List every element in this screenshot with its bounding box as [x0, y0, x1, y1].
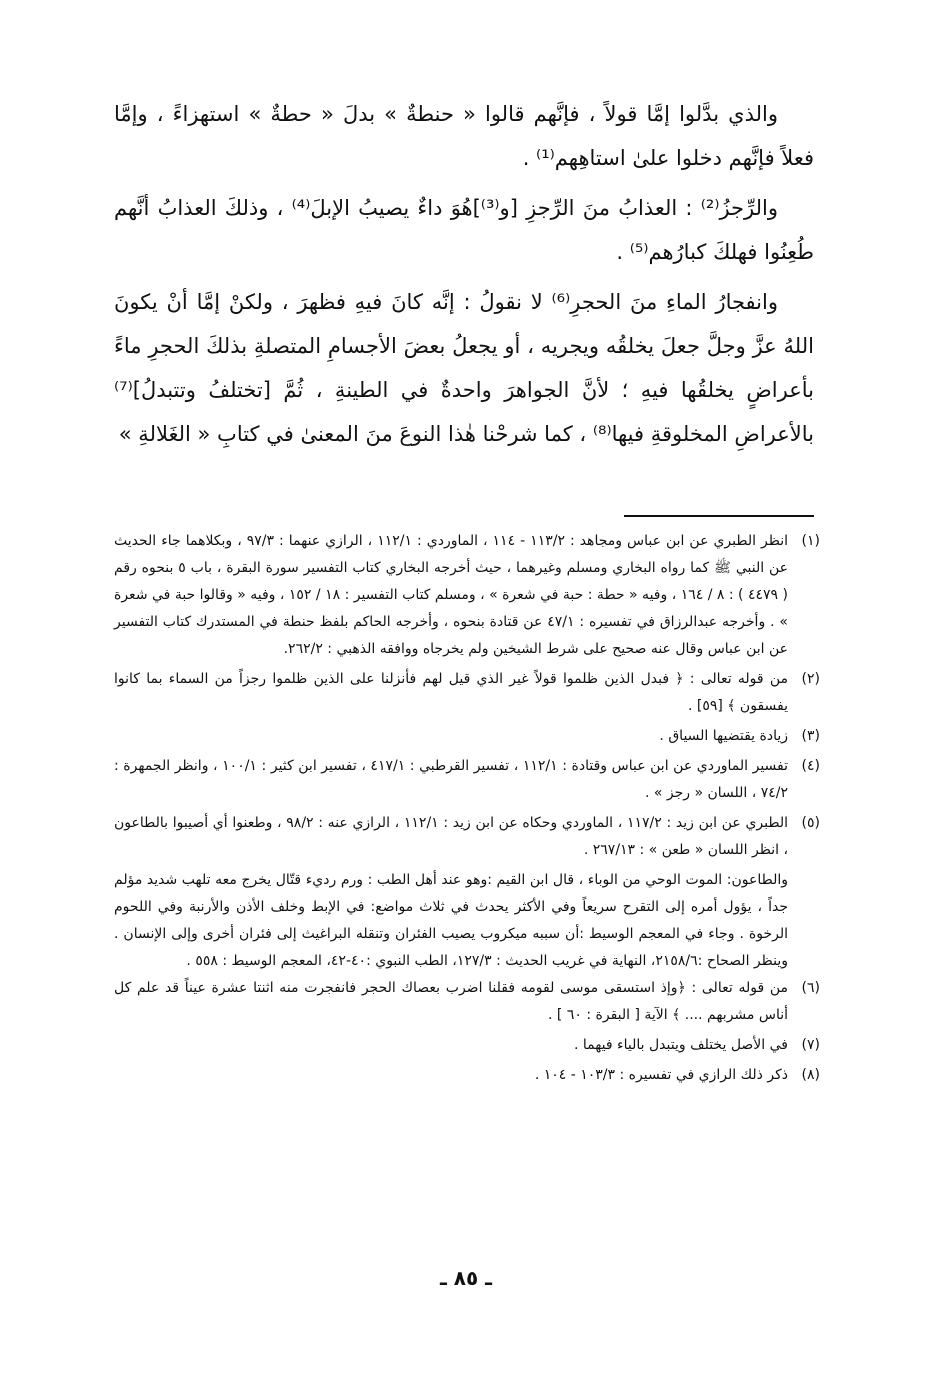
footnote-5-continuation: والطاعون: الموت الوحي من الوباء ، قال ابن القيم :وهو عند أهل الطب : ورم رديء قتّال يخرج معه تلهب شديد مؤلم جداً ، يؤول أمره إلى التقرح سريعاً وفي الأكثر يحدث في ثلاث مواضع: في الإبط وخلف الأذن والأرنبة وفي اللحوم الرخوة . وجاء في المعجم الوسيط :أن سببه ميكروب يصيب الفئران وتنقله البراغيث إلى فئران أخرى وإلى الإنسان . وينظر الصحاح :٢١٥٨/٦، النهاية في غريب الحديث : ١٢٧/٣، الطب النبوي :٤٠-٤٢، المعجم الوسيط : ٥٥٨ . — [114, 872, 788, 969]
footnote-3 — [114, 723, 820, 750]
footnote-5 — [114, 810, 820, 864]
footnote-number: (١) — [801, 533, 820, 549]
footnote-text: زيادة يقتضيها السياق . — [659, 728, 788, 744]
footnote-number: (٨) — [801, 1067, 820, 1083]
footnote-2 — [114, 666, 820, 720]
footnote-number: (٣) — [801, 728, 820, 744]
footnote-4 — [114, 753, 820, 807]
footnote-number: (٢) — [801, 671, 820, 687]
footnote-number: (٤) — [801, 758, 820, 774]
footnote-text: ذكر ذلك الرازي في تفسيره : ١٠٣/٣ - ١٠٤ . — [534, 1067, 788, 1083]
page-number: ـ ٨٥ ـ — [439, 1266, 493, 1290]
footnote-6 — [114, 975, 820, 1029]
footnote-1 — [114, 528, 820, 663]
footnote-number: (٥) — [801, 815, 820, 831]
main-paragraph-3: وانفجارُ الماءِ منَ الحجرِ⁽⁶⁾ لا نقولُ : إنَّه كانَ فيهِ فظهرَ ، ولكنْ إمَّا أنْ يكونَ اللهُ عزَّ وجلَّ جعلَ يخلقُه ويجريه ، أو يجعلُ بعضَ الأجسامِ المتصلةِ بذلكَ الحجرِ ماءً بأعراضٍ يخلقُها فيهِ ؛ لأنَّ الجواهرَ واحدةٌ في الطينةِ ، ثُمَّ [تختلفُ وتتبدلُ]⁽⁷⁾ بالأعراضِ المخلوقةِ فيها⁽⁸⁾ ، كما شرحْنا هٰذا النوعَ منَ المعنىٰ في كتابِ « الغَلالةِ » — [114, 290, 814, 446]
footnote-number: (٦) — [801, 980, 820, 996]
footnote-text: من قوله تعالى : ﴿ فبدل الذين ظلموا قولاً غير الذي قيل لهم فأنزلنا على الذين ظلموا رجزاً من السماء بما كانوا يفسقون ﴾ [٥٩] . — [114, 671, 788, 714]
footnote-text: تفسير الماوردي عن ابن عباس وقتادة : ١١٢/١ ، تفسير القرطبي : ٤١٧/١ ، تفسير ابن كثير : ١٠٠/١ ، وانظر الجمهرة : ٧٤/٢ ، اللسان « رجز » . — [114, 758, 789, 801]
footnote-text: انظر الطبري عن ابن عباس ومجاهد : ١١٣/٢ - ١١٤ ، الماوردي : ١١٢/١ ، الرازي عنهما : ٩٧/٣ ، وبكلاهما جاء الحديث عن النبي ﷺ كما رواه البخاري ومسلم وغيرهما ، حيث أخرجه البخاري كتاب التفسير سورة البقرة ، باب ٥ بنحوه رقم ( ٤٤٧٩ ) : ٨ / ١٦٤ ، وفيه « حطة : حبة في شعرة » ، ومسلم كتاب التفسير : ١٨ / ١٥٢ ، وفيه « وقالوا حبة في شعرة » . وأخرجه عبدالرزاق في تفسيره : ٤٧/١ عن قتادة بنحوه ، وأخرجه الحاكم بلفظ حنطة في المستدرك كتاب التفسير عن ابن عباس وقال عنه صحيح على شرط الشيخين ولم يخرجاه ووافقه الذهبي : ٢٦٢/٢. — [114, 533, 788, 657]
footnote-text: من قوله تعالى : ﴿وإذ استسقى موسى لقومه فقلنا اضرب بعصاك الحجر فانفجرت منه اثنتا عشرة عيناً قد علم كل أناس مشربهم .... ﴾ الآية [ البقرة : ٦٠ ] . — [114, 980, 788, 1023]
footnote-number: (٧) — [801, 1037, 820, 1053]
footnotes-block — [114, 528, 820, 1092]
main-paragraph-2: والرِّجزُ⁽²⁾ : العذابُ منَ الرِّجزِ [و⁽³⁾]هُوَ داءٌ يصيبُ الإبلَ⁽⁴⁾ ، وذلكَ العذابُ أنَّهم طُعِنُوا فهلكَ كبارُهم⁽⁵⁾ . — [114, 196, 814, 264]
footnote-text: الطبري عن ابن زيد : ١١٧/٢ ، الماوردي وحكاه عن ابن زيد : ١١٢/١ ، الرازي عنه : ٩٨/٢ ، وطعنوا أي أصيبوا بالطاعون ، انظر اللسان « طعن » : ٢٦٧/١٣ . — [114, 815, 789, 858]
main-text-block — [114, 92, 814, 462]
footnote-divider — [624, 515, 814, 517]
main-paragraph-1: والذي بدَّلوا إمَّا قولاً ، فإنَّهم قالوا « حنطةٌ » بدلَ « حطةٌ » استهزاءً ، وإمَّا فعلاً فإنَّهم دخلوا علىٰ استاهِهم⁽¹⁾ . — [114, 102, 814, 170]
footnote-text: في الأصل يختلف ويتبدل بالياء فيهما . — [573, 1037, 788, 1053]
footnote-7 — [114, 1032, 820, 1059]
footnote-8 — [114, 1062, 820, 1089]
